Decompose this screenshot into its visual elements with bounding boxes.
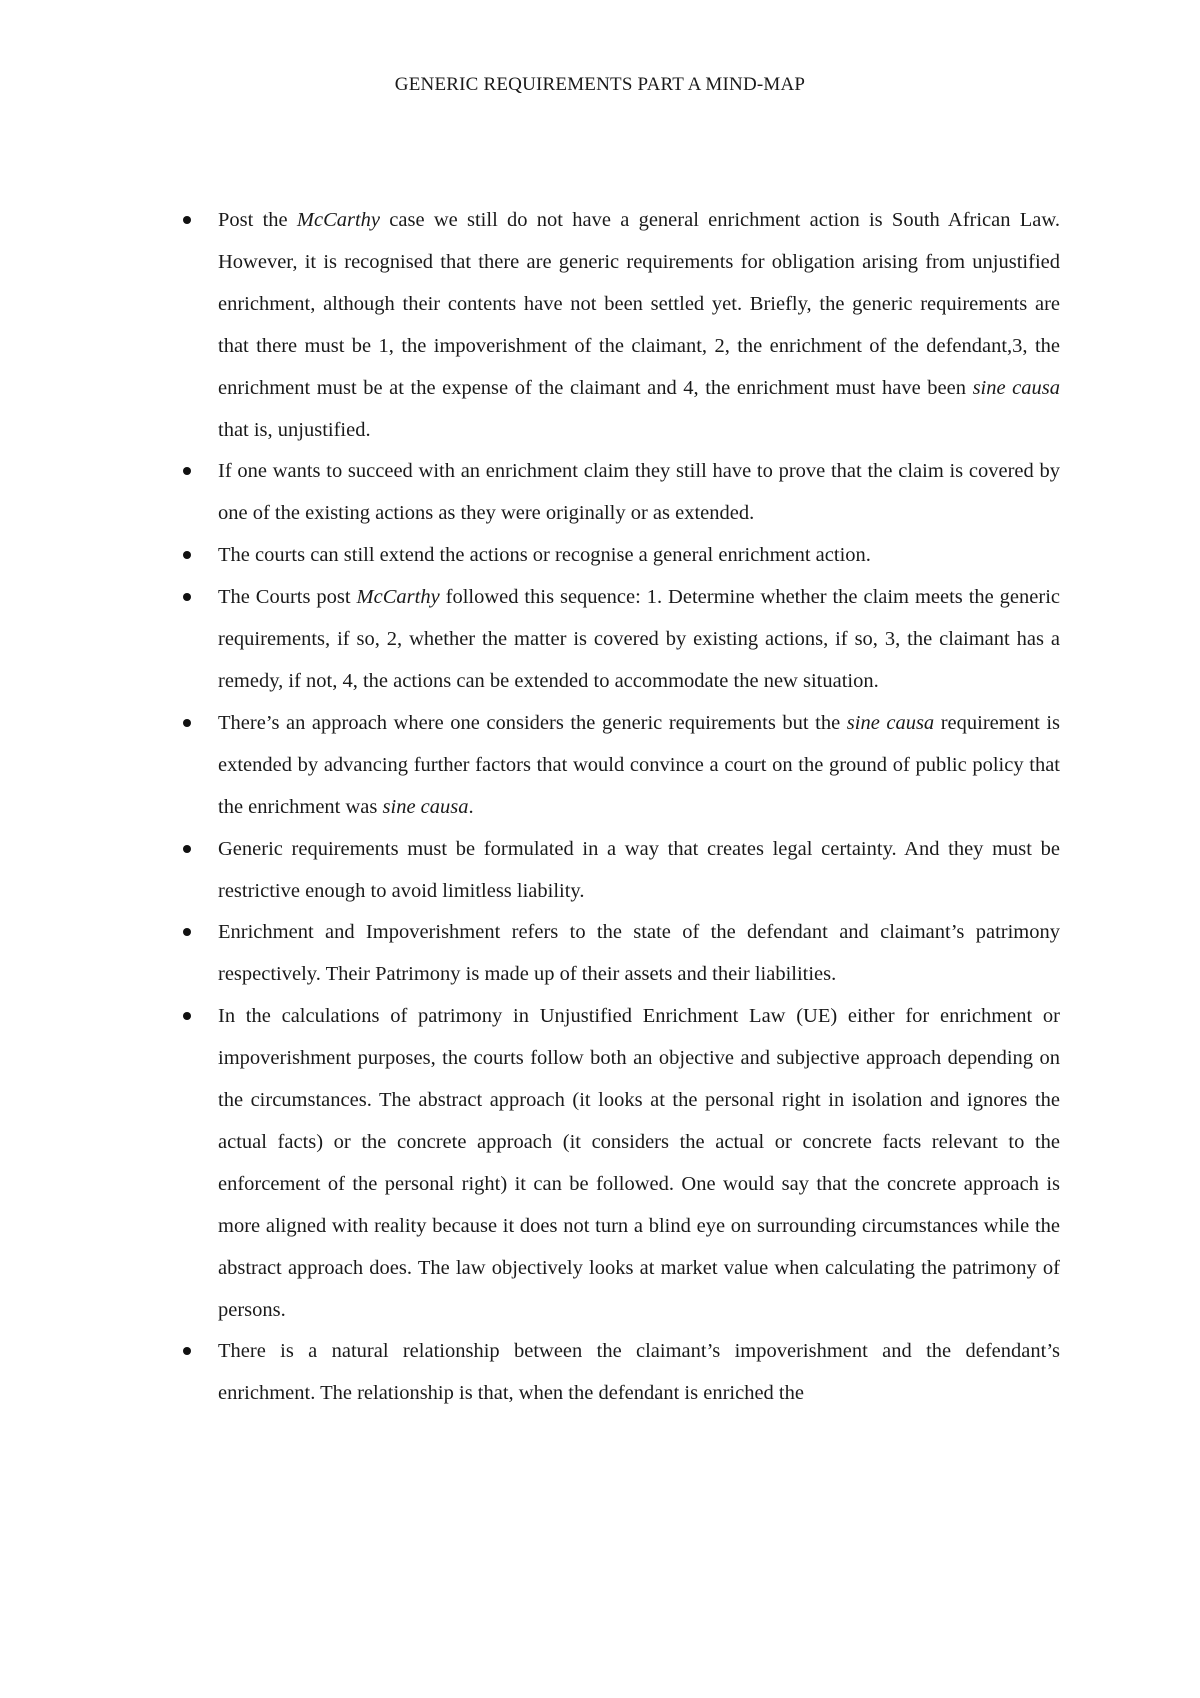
list-item	[218, 200, 1060, 451]
text-segment: that is, unjustified.	[218, 418, 371, 441]
italic-text: sine causa	[382, 795, 469, 818]
bullet-text	[218, 712, 1060, 818]
bullet-text	[218, 838, 1060, 902]
bullet-text	[218, 1005, 1060, 1320]
text-segment: requirement is extended by advancing further factors that would convince a court on the ground of public policy that the enrichment was	[218, 711, 1060, 818]
bullet-icon	[183, 1012, 191, 1020]
italic-text: McCarthy	[356, 586, 440, 609]
bullet-icon	[183, 467, 191, 475]
list-item	[218, 829, 1060, 913]
bullet-icon	[183, 551, 191, 559]
text-segment: followed this sequence: 1. Determine whether the claim meets the generic requirements, if so, 2, whether the matter is covered by existing actions, if so, 3, the claimant has a remedy, if not, 4, the actions can be extended to accommodate the new situation.	[218, 586, 1061, 692]
text-segment: There’s an approach where one considers the generic requirements but the	[218, 711, 847, 734]
text-segment: In the calculations of patrimony in Unjustified Enrichment Law (UE) either for enrichment or impoverishment purposes, the courts follow both an objective and subjective approach depending on the circumstances. The abstract approach (it looks at the personal right in isolation and ignores the actual facts) or the concrete approach (it considers the actual or concrete facts relevant to the enforcement of the personal right) it can be followed. One would say that the concrete approach is more aligned with reality because it does not turn a blind eye on surrounding circumstances while the abstract approach does. The law objectively looks at market value when calculating the patrimony of persons.	[218, 1005, 1060, 1321]
text-segment: There is a natural relationship between the claimant’s impoverishment and the defendant’s enrichment. The relationship is that, when the defendant is enriched the	[218, 1340, 1060, 1405]
bullet-icon	[183, 1347, 191, 1355]
list-item	[218, 577, 1060, 703]
italic-text: sine causa	[972, 376, 1060, 399]
page-title: GENERIC REQUIREMENTS PART A MIND-MAP	[394, 74, 806, 95]
bullet-text	[218, 209, 1060, 441]
bullet-text	[218, 1340, 1060, 1404]
text-segment: Post the	[218, 209, 297, 231]
bullet-icon	[183, 593, 191, 601]
bullet-icon	[183, 719, 191, 727]
text-segment: The Courts post	[218, 586, 357, 609]
list-item	[218, 912, 1060, 996]
bullet-text	[218, 460, 1060, 524]
bullet-text	[218, 544, 871, 566]
list-item	[218, 1331, 1060, 1415]
text-segment: The courts can still extend the actions or recognise a general enrichment action.	[218, 544, 871, 567]
text-segment: If one wants to succeed with an enrichment claim they still have to prove that the claim is covered by one of the existing actions as they were originally or as extended.	[218, 460, 1060, 525]
list-item	[218, 996, 1060, 1331]
bullet-icon	[183, 216, 191, 224]
text-segment: Generic requirements must be formulated in a way that creates legal certainty. And they must be restrictive enough to avoid limitless liability.	[218, 837, 1060, 902]
text-segment: .	[468, 795, 474, 818]
bullet-text	[218, 921, 1060, 985]
italic-text: McCarthy	[296, 209, 381, 231]
list-item	[218, 535, 1060, 577]
list-item	[218, 703, 1060, 829]
list-item	[218, 451, 1060, 535]
text-segment: Enrichment and Impoverishment refers to the state of the defendant and claimant’s patrimony respectively. Their Patrimony is made up of their assets and their liabilities.	[218, 921, 1060, 986]
bullet-text	[218, 586, 1060, 692]
bullet-list	[218, 200, 1060, 1415]
italic-text: sine causa	[846, 711, 935, 734]
bullet-icon	[183, 928, 191, 936]
bullet-icon	[183, 845, 191, 853]
text-segment: case we still do not have a general enrichment action is South African Law. However, it is recognised that there are generic requirements for obligation arising from unjustified enrichment, although their contents have not been settled yet. Briefly, the generic requirements are that there must be 1, the impoverishment of the claimant, 2, the enrichment of the defendant,3, the enrichment must be at the expense of the claimant and 4, the enrichment must have been	[218, 209, 1060, 399]
